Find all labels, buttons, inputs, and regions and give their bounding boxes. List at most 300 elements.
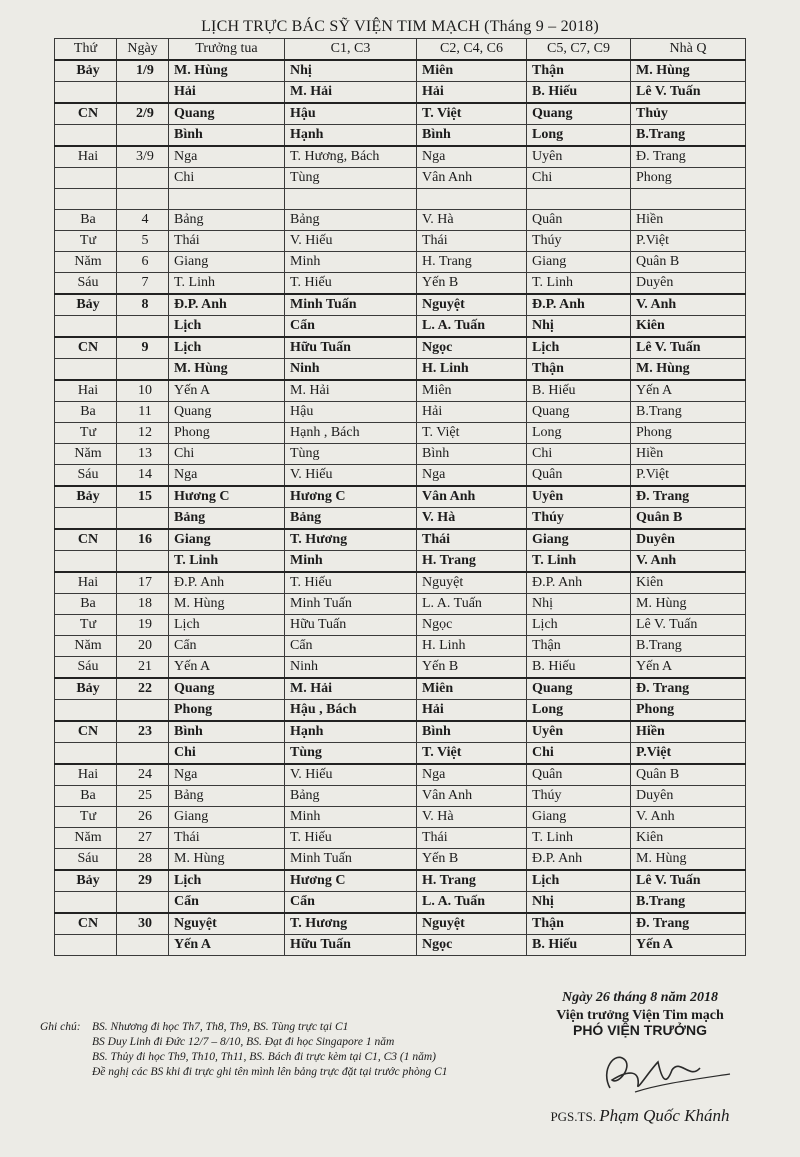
cell-nha-q: M. Hùng: [631, 594, 746, 615]
cell-team-lead: T. Linh: [169, 273, 285, 295]
cell-team-lead: Lịch: [169, 337, 285, 359]
cell-c5-c7-c9: Long: [527, 423, 631, 444]
cell-team-lead: Lịch: [169, 316, 285, 338]
cell-c2-c4-c6: V. Hà: [417, 807, 527, 828]
cell-team-lead: Thái: [169, 828, 285, 849]
cell-team-lead: Nga: [169, 465, 285, 487]
cell-c1-c3: [285, 189, 417, 210]
table-row: [55, 273, 746, 295]
cell-team-lead: Lịch: [169, 615, 285, 636]
cell-c1-c3: Hữu Tuấn: [285, 337, 417, 359]
table-row: [55, 465, 746, 487]
cell-team-lead: Phong: [169, 423, 285, 444]
cell-date: [117, 125, 169, 147]
cell-c2-c4-c6: Yến B: [417, 849, 527, 871]
cell-c5-c7-c9: Đ.P. Anh: [527, 849, 631, 871]
cell-nha-q: M. Hùng: [631, 60, 746, 82]
cell-day: Bảy: [55, 870, 117, 892]
cell-c1-c3: Bảng: [285, 508, 417, 530]
cell-date: 12: [117, 423, 169, 444]
cell-c1-c3: Minh Tuấn: [285, 294, 417, 316]
cell-nha-q: Đ. Trang: [631, 678, 746, 700]
handwritten-signature-icon: [540, 1040, 740, 1100]
cell-c1-c3: Hương C: [285, 870, 417, 892]
table-row: [55, 551, 746, 573]
cell-c1-c3: M. Hải: [285, 678, 417, 700]
cell-c5-c7-c9: Long: [527, 125, 631, 147]
cell-date: 27: [117, 828, 169, 849]
cell-c2-c4-c6: Ngọc: [417, 337, 527, 359]
cell-day: [55, 82, 117, 104]
cell-day: Năm: [55, 828, 117, 849]
cell-day: Sáu: [55, 849, 117, 871]
cell-c5-c7-c9: Giang: [527, 529, 631, 551]
cell-date: 18: [117, 594, 169, 615]
cell-c2-c4-c6: L. A. Tuấn: [417, 316, 527, 338]
cell-day: Hai: [55, 572, 117, 594]
cell-c5-c7-c9: Thận: [527, 636, 631, 657]
table-row: [55, 529, 746, 551]
table-row: [55, 316, 746, 338]
cell-nha-q: Hiền: [631, 444, 746, 465]
cell-c2-c4-c6: Hải: [417, 402, 527, 423]
cell-team-lead: Hương C: [169, 486, 285, 508]
cell-c2-c4-c6: Nguyệt: [417, 913, 527, 935]
cell-team-lead: Chi: [169, 743, 285, 765]
cell-c1-c3: V. Hiếu: [285, 764, 417, 786]
cell-day: Sáu: [55, 273, 117, 295]
cell-c5-c7-c9: Quân: [527, 764, 631, 786]
cell-c5-c7-c9: Quang: [527, 103, 631, 125]
cell-c1-c3: Nhị: [285, 60, 417, 82]
signature-date: Ngày 26 tháng 8 năm 2018: [562, 990, 718, 1005]
notes-label: Ghi chú:: [40, 1021, 81, 1033]
cell-team-lead: Giang: [169, 252, 285, 273]
cell-c5-c7-c9: Quân: [527, 465, 631, 487]
cell-team-lead: Bảng: [169, 508, 285, 530]
cell-team-lead: Yến A: [169, 657, 285, 679]
header-c2-c4-c6: C2, C4, C6: [417, 39, 527, 61]
cell-c5-c7-c9: Lịch: [527, 615, 631, 636]
cell-day: CN: [55, 103, 117, 125]
table-row: [55, 252, 746, 273]
cell-team-lead: Yến A: [169, 935, 285, 956]
cell-date: [117, 935, 169, 956]
cell-c2-c4-c6: T. Việt: [417, 423, 527, 444]
cell-team-lead: Nga: [169, 764, 285, 786]
cell-c2-c4-c6: Yến B: [417, 657, 527, 679]
cell-c2-c4-c6: H. Trang: [417, 870, 527, 892]
note-line: BS Duy Linh đi Đức 12/7 – 8/10, BS. Đạt đi học Singapore 1 năm: [92, 1036, 395, 1048]
cell-date: [117, 743, 169, 765]
cell-nha-q: Quân B: [631, 508, 746, 530]
cell-c2-c4-c6: Nga: [417, 465, 527, 487]
cell-date: 23: [117, 721, 169, 743]
header-team-lead: Trưởng tua: [169, 39, 285, 61]
table-row: [55, 146, 746, 168]
cell-day: Sáu: [55, 465, 117, 487]
cell-c2-c4-c6: H. Trang: [417, 551, 527, 573]
cell-c2-c4-c6: Bình: [417, 721, 527, 743]
table-row: [55, 82, 746, 104]
table-row: [55, 337, 746, 359]
cell-nha-q: P.Việt: [631, 231, 746, 252]
table-row: [55, 444, 746, 465]
cell-c1-c3: V. Hiếu: [285, 231, 417, 252]
cell-c1-c3: Tùng: [285, 743, 417, 765]
cell-c5-c7-c9: Thận: [527, 913, 631, 935]
cell-team-lead: Bình: [169, 125, 285, 147]
cell-c2-c4-c6: Vân Anh: [417, 168, 527, 189]
cell-nha-q: Đ. Trang: [631, 486, 746, 508]
cell-c1-c3: Hạnh: [285, 721, 417, 743]
cell-c1-c3: Bảng: [285, 786, 417, 807]
cell-c2-c4-c6: Thái: [417, 529, 527, 551]
cell-c5-c7-c9: T. Linh: [527, 828, 631, 849]
cell-day: Hai: [55, 380, 117, 402]
cell-c2-c4-c6: Ngọc: [417, 615, 527, 636]
cell-nha-q: Kiên: [631, 828, 746, 849]
cell-c2-c4-c6: Nga: [417, 146, 527, 168]
table-row: [55, 743, 746, 765]
header-date: Ngày: [117, 39, 169, 61]
table-row: [55, 486, 746, 508]
cell-date: 28: [117, 849, 169, 871]
table-row: [55, 700, 746, 722]
cell-c2-c4-c6: Hải: [417, 82, 527, 104]
cell-c2-c4-c6: L. A. Tuấn: [417, 594, 527, 615]
header-c5-c7-c9: C5, C7, C9: [527, 39, 631, 61]
cell-c2-c4-c6: T. Việt: [417, 103, 527, 125]
duty-schedule-table: [54, 38, 746, 956]
cell-c2-c4-c6: Bình: [417, 444, 527, 465]
cell-day: Bảy: [55, 294, 117, 316]
cell-day: Hai: [55, 764, 117, 786]
table-row: [55, 231, 746, 252]
cell-team-lead: Thái: [169, 231, 285, 252]
cell-date: 10: [117, 380, 169, 402]
table-row: [55, 423, 746, 444]
cell-date: 16: [117, 529, 169, 551]
cell-c1-c3: Hương C: [285, 486, 417, 508]
cell-c2-c4-c6: H. Linh: [417, 636, 527, 657]
cell-c5-c7-c9: T. Linh: [527, 551, 631, 573]
cell-day: Ba: [55, 402, 117, 423]
cell-day: [55, 189, 117, 210]
table-row: [55, 210, 746, 231]
cell-nha-q: B.Trang: [631, 636, 746, 657]
table-row: [55, 636, 746, 657]
cell-date: [117, 551, 169, 573]
cell-nha-q: Duyên: [631, 786, 746, 807]
cell-c5-c7-c9: B. Hiếu: [527, 82, 631, 104]
table-row: [55, 892, 746, 914]
signature-name-text: Phạm Quốc Khánh: [599, 1106, 730, 1125]
header-c1-c3: C1, C3: [285, 39, 417, 61]
cell-day: [55, 508, 117, 530]
cell-c1-c3: Tùng: [285, 444, 417, 465]
cell-nha-q: Lê V. Tuấn: [631, 870, 746, 892]
cell-date: 9: [117, 337, 169, 359]
cell-day: Sáu: [55, 657, 117, 679]
cell-c5-c7-c9: Thúy: [527, 786, 631, 807]
cell-date: 13: [117, 444, 169, 465]
table-row: [55, 103, 746, 125]
cell-c2-c4-c6: L. A. Tuấn: [417, 892, 527, 914]
cell-day: CN: [55, 337, 117, 359]
table-row: [55, 935, 746, 956]
cell-c5-c7-c9: Nhị: [527, 594, 631, 615]
cell-c2-c4-c6: Vân Anh: [417, 786, 527, 807]
table-row: [55, 380, 746, 402]
cell-c5-c7-c9: Chi: [527, 444, 631, 465]
cell-team-lead: Quang: [169, 402, 285, 423]
cell-c5-c7-c9: Uyên: [527, 721, 631, 743]
cell-nha-q: Yến A: [631, 657, 746, 679]
cell-date: 8: [117, 294, 169, 316]
cell-c1-c3: T. Hiếu: [285, 572, 417, 594]
table-row: [55, 359, 746, 381]
cell-team-lead: Hải: [169, 82, 285, 104]
cell-nha-q: Yến A: [631, 935, 746, 956]
cell-team-lead: Nga: [169, 146, 285, 168]
table-row: [55, 849, 746, 871]
cell-nha-q: Quân B: [631, 252, 746, 273]
cell-c1-c3: Hậu: [285, 103, 417, 125]
cell-c2-c4-c6: Hải: [417, 700, 527, 722]
cell-nha-q: Đ. Trang: [631, 146, 746, 168]
cell-c1-c3: Minh: [285, 551, 417, 573]
cell-c1-c3: M. Hải: [285, 380, 417, 402]
cell-day: Bảy: [55, 60, 117, 82]
cell-team-lead: Đ.P. Anh: [169, 294, 285, 316]
cell-c5-c7-c9: Giang: [527, 252, 631, 273]
table-row: [55, 508, 746, 530]
cell-c2-c4-c6: Bình: [417, 125, 527, 147]
table-row: [55, 657, 746, 679]
cell-date: 30: [117, 913, 169, 935]
cell-c5-c7-c9: Chi: [527, 743, 631, 765]
cell-nha-q: B.Trang: [631, 892, 746, 914]
table-row: [55, 125, 746, 147]
cell-nha-q: Đ. Trang: [631, 913, 746, 935]
cell-date: 1/9: [117, 60, 169, 82]
cell-c2-c4-c6: Vân Anh: [417, 486, 527, 508]
table-row: [55, 294, 746, 316]
table-row: [55, 189, 746, 210]
cell-team-lead: Nguyệt: [169, 913, 285, 935]
cell-team-lead: Giang: [169, 807, 285, 828]
cell-c1-c3: Hữu Tuấn: [285, 615, 417, 636]
cell-team-lead: Quang: [169, 678, 285, 700]
table-row: [55, 764, 746, 786]
cell-nha-q: V. Anh: [631, 807, 746, 828]
cell-nha-q: V. Anh: [631, 294, 746, 316]
cell-c5-c7-c9: Đ.P. Anh: [527, 294, 631, 316]
signature-name: [510, 1106, 770, 1126]
cell-date: 3/9: [117, 146, 169, 168]
cell-nha-q: B.Trang: [631, 125, 746, 147]
cell-c5-c7-c9: B. Hiếu: [527, 935, 631, 956]
cell-nha-q: Lê V. Tuấn: [631, 615, 746, 636]
cell-c2-c4-c6: H. Linh: [417, 359, 527, 381]
cell-c1-c3: Minh: [285, 252, 417, 273]
cell-c2-c4-c6: Ngọc: [417, 935, 527, 956]
cell-date: 25: [117, 786, 169, 807]
cell-date: 11: [117, 402, 169, 423]
cell-nha-q: Duyên: [631, 529, 746, 551]
cell-team-lead: Chi: [169, 168, 285, 189]
cell-nha-q: Kiên: [631, 316, 746, 338]
cell-date: 5: [117, 231, 169, 252]
cell-c5-c7-c9: Quang: [527, 678, 631, 700]
cell-date: [117, 168, 169, 189]
cell-date: [117, 892, 169, 914]
cell-date: 24: [117, 764, 169, 786]
cell-c1-c3: T. Hương: [285, 529, 417, 551]
cell-c5-c7-c9: T. Linh: [527, 273, 631, 295]
cell-team-lead: Cẩn: [169, 636, 285, 657]
table-row: [55, 913, 746, 935]
cell-date: [117, 508, 169, 530]
cell-nha-q: P.Việt: [631, 465, 746, 487]
cell-day: Tư: [55, 231, 117, 252]
cell-c5-c7-c9: Giang: [527, 807, 631, 828]
cell-day: [55, 892, 117, 914]
cell-c5-c7-c9: B. Hiếu: [527, 657, 631, 679]
cell-c5-c7-c9: Uyên: [527, 146, 631, 168]
cell-c2-c4-c6: Miên: [417, 380, 527, 402]
cell-team-lead: M. Hùng: [169, 60, 285, 82]
cell-nha-q: Lê V. Tuấn: [631, 82, 746, 104]
cell-c2-c4-c6: Miên: [417, 60, 527, 82]
cell-day: CN: [55, 721, 117, 743]
cell-day: Bảy: [55, 678, 117, 700]
cell-nha-q: M. Hùng: [631, 849, 746, 871]
cell-c1-c3: Hạnh , Bách: [285, 423, 417, 444]
cell-day: Tư: [55, 807, 117, 828]
cell-nha-q: Phong: [631, 700, 746, 722]
cell-team-lead: Yến A: [169, 380, 285, 402]
note-line: BS. Thủy đi học Th9, Th10, Th11, BS. Bách đi trực kèm tại C1, C3 (1 năm): [92, 1051, 437, 1063]
cell-c1-c3: Minh Tuấn: [285, 594, 417, 615]
cell-nha-q: Quân B: [631, 764, 746, 786]
cell-date: 7: [117, 273, 169, 295]
cell-team-lead: Bình: [169, 721, 285, 743]
table-row: [55, 594, 746, 615]
cell-date: [117, 82, 169, 104]
cell-date: 21: [117, 657, 169, 679]
cell-team-lead: Phong: [169, 700, 285, 722]
cell-c5-c7-c9: Nhị: [527, 892, 631, 914]
cell-day: [55, 125, 117, 147]
cell-c2-c4-c6: Yến B: [417, 273, 527, 295]
cell-date: 20: [117, 636, 169, 657]
cell-nha-q: P.Việt: [631, 743, 746, 765]
cell-c1-c3: Minh: [285, 807, 417, 828]
table-row: [55, 807, 746, 828]
cell-date: 29: [117, 870, 169, 892]
table-row: [55, 615, 746, 636]
cell-nha-q: M. Hùng: [631, 359, 746, 381]
cell-nha-q: Hiền: [631, 210, 746, 231]
note-line: Đề nghị các BS khi đi trực ghi tên mình lên bảng trực đặt tại trước phòng C1: [92, 1066, 448, 1078]
cell-day: CN: [55, 913, 117, 935]
header-day: Thứ: [55, 39, 117, 61]
cell-team-lead: Bảng: [169, 210, 285, 231]
cell-c5-c7-c9: Chi: [527, 168, 631, 189]
cell-c1-c3: Bảng: [285, 210, 417, 231]
cell-c5-c7-c9: Long: [527, 700, 631, 722]
signature-org: Viện trưởng Viện Tim mạch: [556, 1008, 724, 1023]
cell-c1-c3: Hậu , Bách: [285, 700, 417, 722]
cell-day: Hai: [55, 146, 117, 168]
cell-c1-c3: Minh Tuấn: [285, 849, 417, 871]
table-row: [55, 60, 746, 82]
cell-c1-c3: Ninh: [285, 359, 417, 381]
cell-c1-c3: Cẩn: [285, 892, 417, 914]
cell-c5-c7-c9: Quang: [527, 402, 631, 423]
signature-name-prefix: PGS.TS.: [550, 1109, 596, 1124]
cell-c5-c7-c9: B. Hiếu: [527, 380, 631, 402]
cell-team-lead: M. Hùng: [169, 594, 285, 615]
cell-c5-c7-c9: Lịch: [527, 337, 631, 359]
cell-c5-c7-c9: Thúy: [527, 508, 631, 530]
cell-team-lead: Đ.P. Anh: [169, 572, 285, 594]
cell-day: Tư: [55, 615, 117, 636]
note-line: BS. Nhương đi học Th7, Th8, Th9, BS. Tùng trực tại C1: [92, 1021, 349, 1033]
cell-day: Tư: [55, 423, 117, 444]
page-title: LỊCH TRỰC BÁC SỸ VIỆN TIM MẠCH (Tháng 9 – 2018): [201, 18, 599, 35]
cell-c1-c3: Hạnh: [285, 125, 417, 147]
cell-c5-c7-c9: Thận: [527, 60, 631, 82]
table-row: [55, 870, 746, 892]
table-row: [55, 572, 746, 594]
cell-date: 19: [117, 615, 169, 636]
cell-c5-c7-c9: Uyên: [527, 486, 631, 508]
cell-c5-c7-c9: Thận: [527, 359, 631, 381]
cell-c2-c4-c6: Nguyệt: [417, 294, 527, 316]
cell-day: Năm: [55, 636, 117, 657]
cell-date: [117, 316, 169, 338]
cell-day: [55, 935, 117, 956]
cell-team-lead: Quang: [169, 103, 285, 125]
cell-c1-c3: T. Hương, Bách: [285, 146, 417, 168]
cell-day: Ba: [55, 210, 117, 231]
cell-nha-q: B.Trang: [631, 402, 746, 423]
cell-c1-c3: T. Hiếu: [285, 273, 417, 295]
cell-date: [117, 189, 169, 210]
table-row: [55, 786, 746, 807]
cell-c1-c3: T. Hương: [285, 913, 417, 935]
cell-date: 17: [117, 572, 169, 594]
cell-date: 26: [117, 807, 169, 828]
cell-team-lead: Cẩn: [169, 892, 285, 914]
cell-nha-q: Phong: [631, 168, 746, 189]
header-row: [55, 39, 746, 61]
cell-date: 2/9: [117, 103, 169, 125]
cell-team-lead: M. Hùng: [169, 359, 285, 381]
cell-nha-q: Duyên: [631, 273, 746, 295]
table-row: [55, 828, 746, 849]
signature-role: PHÓ VIỆN TRƯỞNG: [572, 1022, 707, 1038]
cell-date: 6: [117, 252, 169, 273]
cell-nha-q: [631, 189, 746, 210]
cell-day: [55, 168, 117, 189]
cell-c2-c4-c6: Miên: [417, 678, 527, 700]
cell-nha-q: Thủy: [631, 103, 746, 125]
cell-nha-q: Kiên: [631, 572, 746, 594]
